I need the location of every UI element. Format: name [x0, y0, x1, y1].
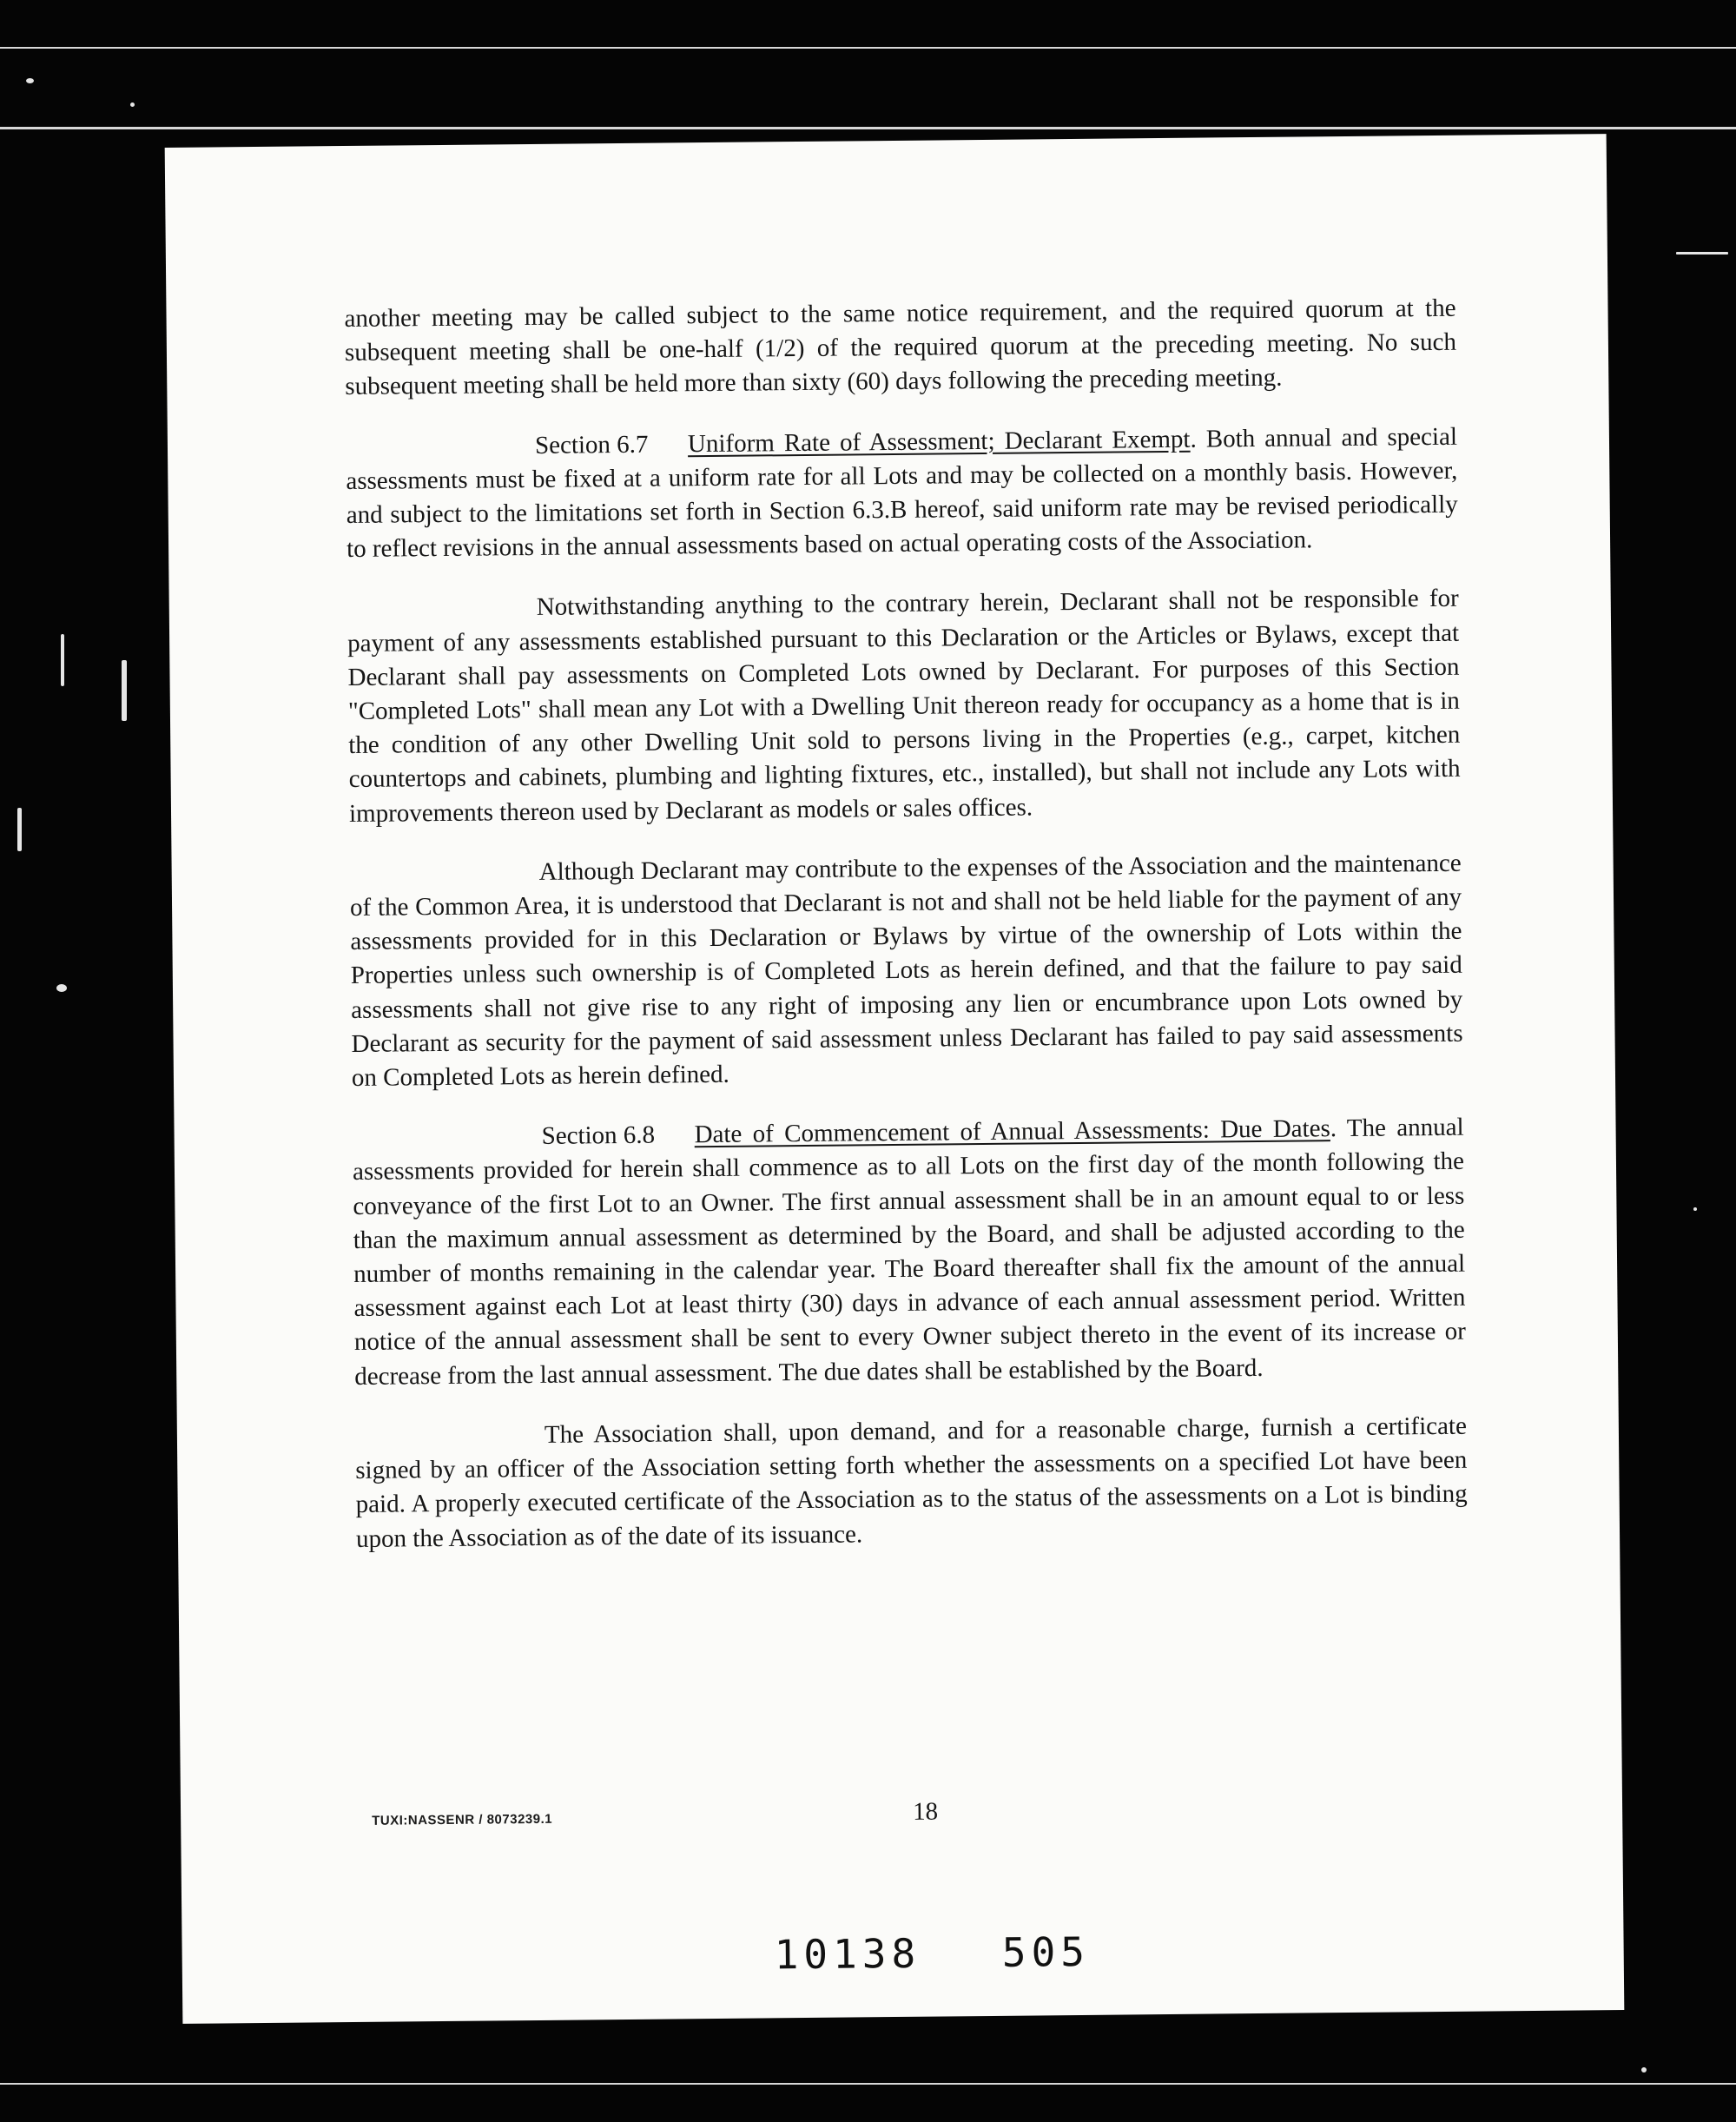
- footer-document-code: TUXI:NASSENR / 8073239.1: [372, 1811, 553, 1828]
- scan-artifact-speck: [1641, 2067, 1647, 2072]
- scan-artifact-speck: [26, 78, 34, 83]
- scan-artifact-line: [0, 2083, 1736, 2085]
- section-number: Section 6.7: [534, 430, 649, 459]
- paragraph-section-6-8: [352, 1111, 1466, 1394]
- recording-stamp: [774, 1928, 1090, 1978]
- scan-artifact-speck: [130, 102, 135, 107]
- page-number: 18: [912, 1797, 939, 1826]
- document-page: [165, 134, 1625, 2024]
- paragraph-text: . The annual assessments provided for herein shall commence as to all Lots on the first day of the month following the conveyance of the first Lot to an Owner. The first annual assessment shall be in an amount equal to or less than the maximum annual assessment as determined by the Board, and shall be adjusted according to the number of months remaining in the calendar year. The Board thereafter shall fix the amount of the annual assessment against each Lot at least thirty (30) days in advance of each annual assessment period. Written notice of the annual assessment shall be sent to every Owner subject thereto in the event of its increase or decrease from the last annual assessment. The due dates shall be established by the Board.: [352, 1113, 1466, 1391]
- paragraph-certificate: The Association shall, upon demand, and for a reasonable charge, furnish a certificate signed by an officer of the Association setting forth whether the assessments on a specified Lot have been paid. A properly executed certificate of the Association as to the status of the assessments on a Lot is binding upon the Association as of the date of its issuance.: [355, 1411, 1468, 1553]
- scan-artifact-speck: [1693, 1207, 1697, 1211]
- paragraph-declarant-responsibility: Notwithstanding anything to the contrary herein, Declarant shall not be responsible for payment of any assessments established pursuant to this Declaration or the Articles or Bylaws, except that Declarant shall pay assessments on Completed Lots owned by Declarant. For purposes of this Section "Completed Lots" shall mean any Lot with a Dwelling Unit thereon ready for occupancy as a home that is in the condition of any other Dwelling Unit sold to persons living in the Properties (e.g., carpet, kitchen countertops and cabinets, plumbing and lighting fixtures, etc., installed), but shall not include any Lots with improvements thereon used by Declarant as models or sales offices.: [347, 585, 1461, 828]
- scan-artifact-speck: [122, 660, 127, 721]
- document-body: [344, 292, 1468, 1583]
- scan-artifact-speck: [1676, 252, 1728, 255]
- scan-artifact-speck: [56, 984, 67, 992]
- paragraph-text: . Both annual and special assessments must be fixed at a uniform rate for all Lots and may be collected on a monthly basis. However, and subject to the limitations set forth in Section 6.3.B hereof, said uniform rate may be revised periodically to reflect revisions in the annual assessments based on actual operating costs of the Association.: [346, 422, 1458, 564]
- section-title: Uniform Rate of Assessment; Declarant Exempt: [687, 425, 1191, 458]
- scan-artifact-speck: [61, 634, 64, 686]
- scan-artifact-speck: [17, 808, 22, 851]
- section-number: Section 6.8: [541, 1120, 656, 1151]
- paragraph-section-6-7: [346, 420, 1458, 566]
- section-title: Date of Commencement of Annual Assessments: Due Dates: [694, 1114, 1330, 1149]
- recording-page-number: 505: [1001, 1927, 1091, 1976]
- recording-book-number: 10138: [774, 1929, 921, 1979]
- paragraph-declarant-contribution: Although Declarant may contribute to the expenses of the Association and the maintenance of the Common Area, it is understood that Declarant is not and shall not be held liable for the payment of any assessments provided for in this Declaration or Bylaws by virtue of the ownership of Lots within the Properties unless such ownership is of Completed Lots as herein defined, and that the failure to pay said assessments shall not give rise to any right of imposing any lien or encumbrance upon Lots owned by Declarant as security for the payment of said assessment unless Declarant has failed to pay said assessments on Completed Lots as herein defined.: [349, 849, 1463, 1093]
- paragraph-continuation: another meeting may be called subject to the same notice requirement, and the required quorum at the subsequent meeting shall be one-half (1/2) of the required quorum at the preceding meeting. No such subsequent meeting shall be held more than sixty (60) days following the preceding meeting.: [344, 294, 1457, 401]
- scan-artifact-line: [0, 127, 1736, 129]
- scan-artifact-line: [0, 47, 1736, 49]
